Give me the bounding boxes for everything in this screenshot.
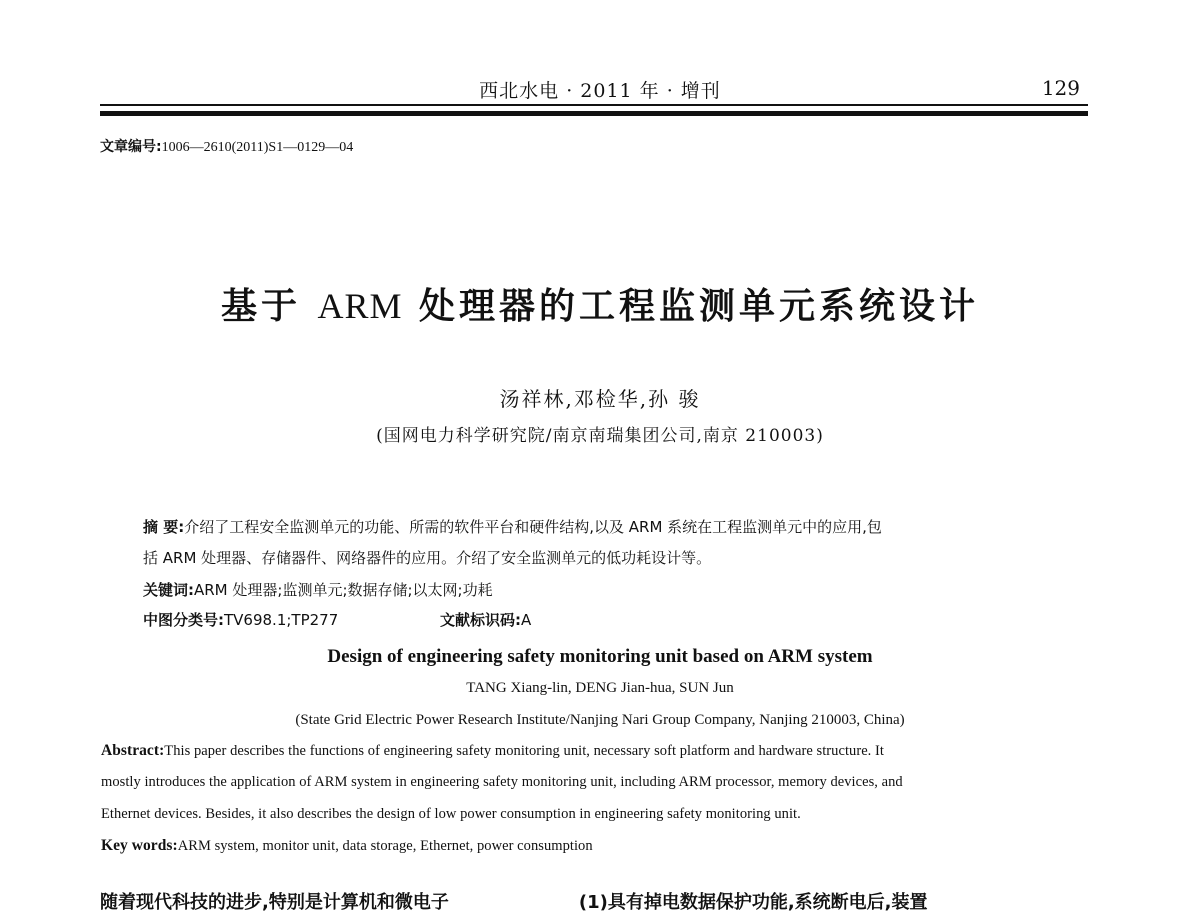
paper-title (0, 278, 1200, 329)
abstract-en-line-3: Ethernet devices. Besides, it also describes the design of low power consumption in engineering safety monitoring unit. (101, 806, 801, 822)
abstract-cn-label: 摘 要: (143, 518, 185, 536)
document-code-label: 文献标识码: (440, 611, 521, 629)
header-rule-thin (100, 104, 1088, 106)
title-part1: 基于 (220, 286, 318, 327)
article-number-label: 文章编号: (100, 139, 162, 155)
document-code-value: A (521, 611, 532, 629)
keywords-en-value: ARM system, monitor unit, data storage, Ethernet, power consumption (177, 838, 593, 854)
english-title: Design of engineering safety monitoring unit based on ARM system (327, 646, 873, 667)
abstract-en-label: Abstract: (101, 742, 165, 759)
body-text-cutoff (100, 888, 1100, 914)
english-affiliation: (State Grid Electric Power Research Institute/Nanjing Nari Group Company, Nanjing 210003, China) (295, 712, 905, 728)
abstract-cn-line-1 (143, 516, 882, 537)
body-right-column-start: (1)具有掉电数据保护功能,系统断电后,装置 (578, 892, 928, 913)
abstract-en-line-2: mostly introduces the application of ARM system in engineering safety monitoring unit, including ARM processor, memory devices, and (101, 774, 903, 790)
keywords-cn (143, 579, 493, 600)
classification-value: TV698.1;TP277 (224, 611, 339, 629)
english-authors: TANG Xiang-lin, DENG Jian-hua, SUN Jun (466, 680, 734, 696)
authors: 汤祥林,邓检华,孙 骏 (499, 387, 701, 411)
keywords-en-label: Key words: (101, 837, 178, 854)
affiliation: (国网电力科学研究院/南京南瑞集团公司,南京 210003) (376, 426, 824, 446)
journal-header: 西北水电 · 2011 年 · 增刊 (479, 80, 721, 102)
title-part2: 处理器的工程监测单元系统设计 (402, 286, 980, 327)
header-rule-thick (100, 111, 1088, 116)
page-number: 129 (1041, 76, 1080, 100)
keywords-cn-value: ARM 处理器;监测单元;数据存储;以太网;功耗 (194, 581, 493, 599)
classification-label: 中图分类号: (143, 611, 224, 629)
classification (143, 609, 338, 630)
abstract-en-text-1: This paper describes the functions of engineering safety monitoring unit, necessary soft platform and hardware structure. It (164, 743, 884, 759)
document-code (440, 609, 531, 630)
abstract-en-line-1 (101, 742, 1089, 760)
keywords-cn-label: 关键词: (143, 581, 194, 599)
body-left-column-start: 随着现代科技的进步,特别是计算机和微电子 (100, 892, 449, 913)
title-latin: ARM (317, 286, 403, 326)
article-number (100, 136, 353, 156)
abstract-cn-line-2: 括 ARM 处理器、存储器件、网络器件的应用。介绍了安全监测单元的低功耗设计等。 (143, 549, 712, 567)
article-number-value: 1006—2610(2011)S1—0129—04 (161, 140, 354, 155)
abstract-cn-text-1: 介绍了工程安全监测单元的功能、所需的软件平台和硬件结构,以及 ARM 系统在工程监测单元中的应用,包 (184, 518, 882, 536)
keywords-en (101, 837, 1089, 855)
